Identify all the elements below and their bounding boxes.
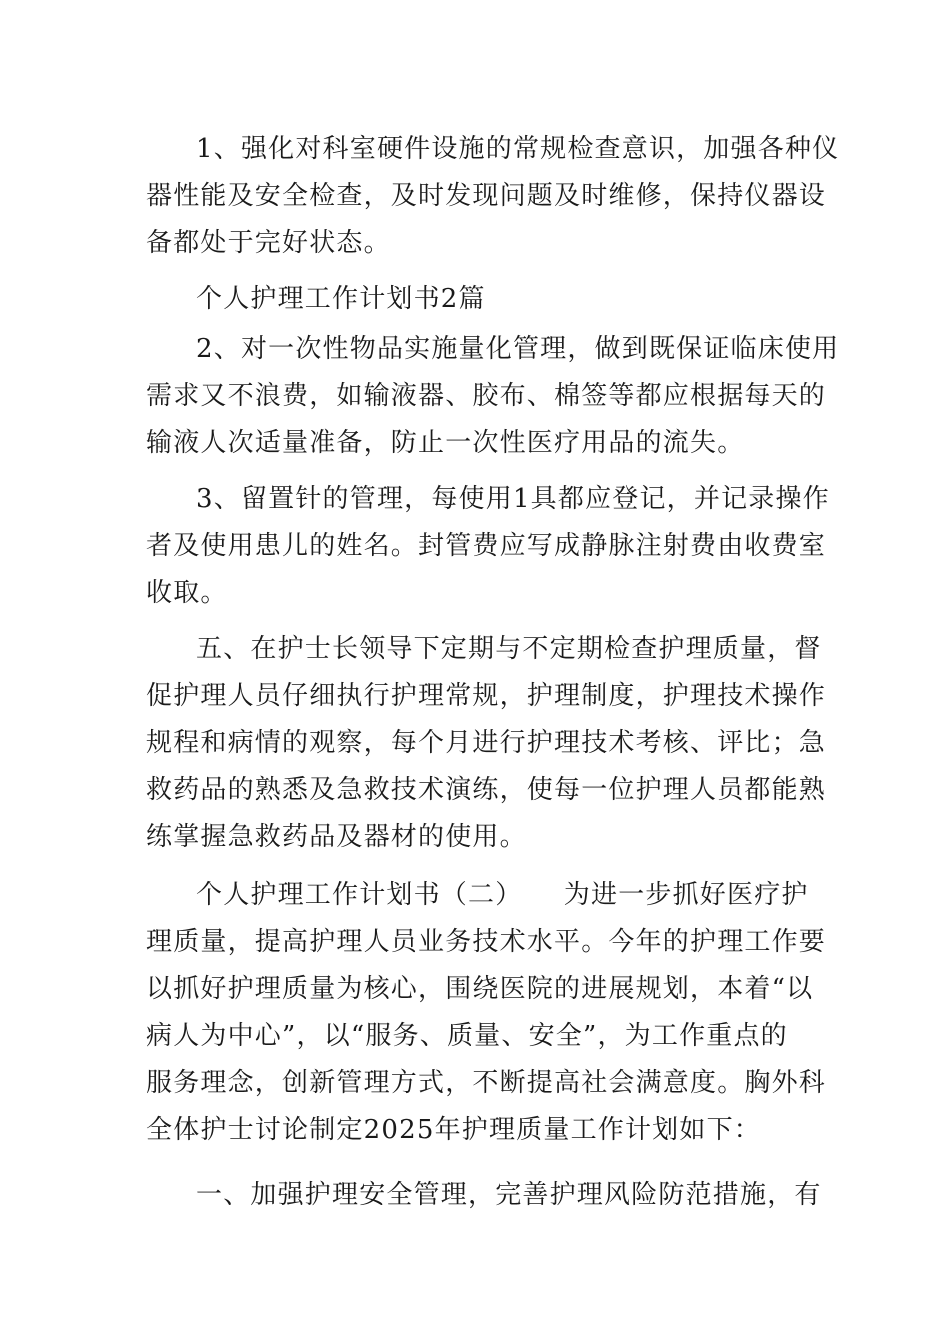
text-line: 需求又不浪费，如输液器、胶布、棉签等都应根据每天的 xyxy=(146,381,827,411)
text-line: 2、对一次性物品实施量化管理，做到既保证临床使用 xyxy=(196,334,840,364)
text-line: 以抓好护理质量为核心，围绕医院的进展规划，本着“以 xyxy=(146,974,814,1004)
text-line: 收取。 xyxy=(146,578,228,608)
paragraph-plan-two xyxy=(146,872,827,1154)
paragraph-disposables xyxy=(146,326,840,467)
text-line: 输液人次适量准备，防止一次性医疗用品的流失。 xyxy=(146,428,745,458)
text-line: 1、强化对科室硬件设施的常规检查意识，加强各种仪 xyxy=(196,134,840,164)
section-heading xyxy=(146,276,806,323)
text-line: 五、在护士长领导下定期与不定期检查护理质量，督 xyxy=(196,634,822,664)
paragraph-quality-check xyxy=(146,626,827,861)
text-line: 规程和病情的观察，每个月进行护理技术考核、评比；急 xyxy=(146,728,827,758)
text-line: 救药品的熟悉及急救技术演练，使每一位护理人员都能熟 xyxy=(146,775,827,805)
text-line: 个人护理工作计划书2篇 xyxy=(196,284,486,314)
text-line: 备都处于完好状态。 xyxy=(146,228,391,258)
paragraph-hardware-check xyxy=(146,126,840,267)
text-line: 器性能及安全检查，及时发现问题及时维修，保持仪器设 xyxy=(146,181,827,211)
paragraph-indwelling-needle xyxy=(146,476,830,617)
text-line: 个人护理工作计划书（二） 为进一步抓好医疗护 xyxy=(196,880,809,910)
text-line: 全体护士讨论制定2025年护理质量工作计划如下： xyxy=(146,1115,761,1145)
text-line: 理质量，提高护理人员业务技术水平。今年的护理工作要 xyxy=(146,927,827,957)
text-line: 病人为中心”，以“服务、质量、安全”，为工作重点的 xyxy=(146,1021,788,1051)
text-line: 一、加强护理安全管理，完善护理风险防范措施，有 xyxy=(196,1180,822,1210)
text-line: 服务理念，创新管理方式，不断提高社会满意度。胸外科 xyxy=(146,1068,827,1098)
paragraph-safety xyxy=(146,1172,822,1219)
text-line: 练掌握急救药品及器材的使用。 xyxy=(146,822,527,852)
text-line: 促护理人员仔细执行护理常规，护理制度，护理技术操作 xyxy=(146,681,827,711)
text-line: 者及使用患儿的姓名。封管费应写成静脉注射费由收费室 xyxy=(146,531,827,561)
text-line: 3、留置针的管理，每使用1具都应登记，并记录操作 xyxy=(196,484,830,514)
